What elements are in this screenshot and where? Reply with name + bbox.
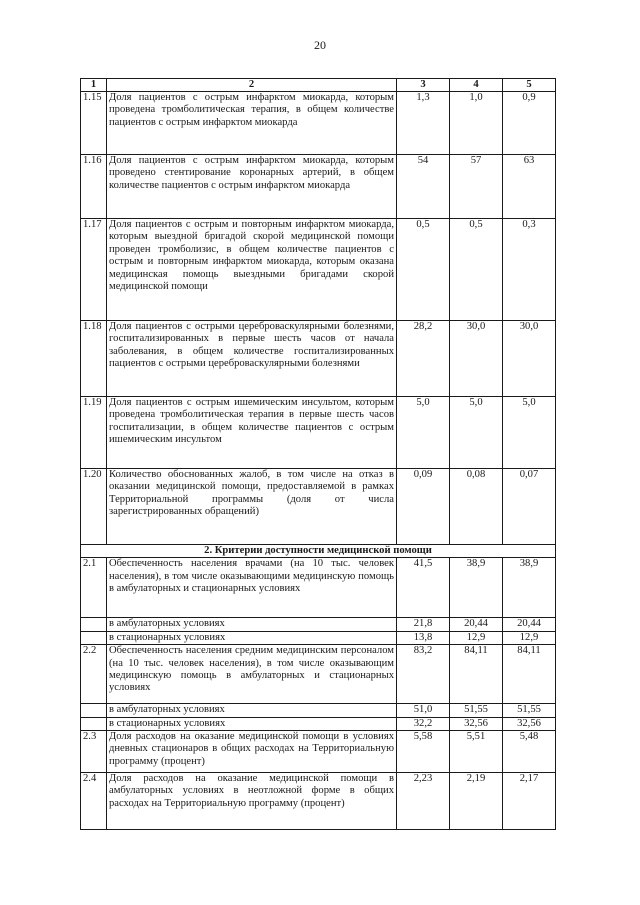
page-number: 20: [314, 38, 326, 52]
row-description: Доля пациентов с острым инфарктом миокарда, которым проведено стентирование коронарных артерий, в общем количестве пациентов с острым инфарктом миокарда: [107, 155, 397, 219]
value-col3: 51,0: [397, 704, 450, 717]
value-col3: 5,58: [397, 731, 450, 773]
table-subrow: [81, 631, 556, 644]
row-number: 2.1: [81, 558, 107, 618]
value-col5: 0,07: [503, 469, 556, 545]
subrow-label: в амбулаторных условиях: [107, 618, 397, 631]
row-number-empty: [81, 631, 107, 644]
row-description: Доля пациентов с острым инфарктом миокарда, которым проведена тромболитическая терапия, в общем количестве пациентов с острым инфарктом миокарда: [107, 92, 397, 155]
value-col5: 30,0: [503, 321, 556, 397]
row-description: Количество обоснованных жалоб, в том числе на отказ в оказании медицинской помощи, предоставляемой в рамках Территориальной программы (доля от числа зарегистрированных обращений): [107, 469, 397, 545]
value-col5: 5,48: [503, 731, 556, 773]
value-col3: 54: [397, 155, 450, 219]
value-col4: 1,0: [450, 92, 503, 155]
value-col4: 12,9: [450, 631, 503, 644]
table-row: [81, 219, 556, 321]
value-col3: 83,2: [397, 645, 450, 704]
value-col5: 51,55: [503, 704, 556, 717]
value-col4: 5,0: [450, 397, 503, 469]
indicators-table: [80, 78, 556, 830]
value-col3: 2,23: [397, 773, 450, 830]
row-number: 1.20: [81, 469, 107, 545]
value-col4: 0,08: [450, 469, 503, 545]
row-number: 2.4: [81, 773, 107, 830]
value-col5: 84,11: [503, 645, 556, 704]
value-col5: 5,0: [503, 397, 556, 469]
value-col3: 1,3: [397, 92, 450, 155]
header-cell-1: 1: [81, 79, 107, 92]
value-col5: 0,9: [503, 92, 556, 155]
table-row: [81, 321, 556, 397]
row-description: Обеспеченность населения средним медицинским персоналом (на 10 тыс. человек населения), в том числе оказывающим медицинскую помощь в амбулаторных и стационарных условиях: [107, 645, 397, 704]
value-col3: 28,2: [397, 321, 450, 397]
row-description: Доля расходов на оказание медицинской помощи в амбулаторных условиях в неотложной форме в общих расходах на Территориальную программу (процент): [107, 773, 397, 830]
value-col5: 63: [503, 155, 556, 219]
value-col3: 41,5: [397, 558, 450, 618]
value-col4: 38,9: [450, 558, 503, 618]
row-number-empty: [81, 704, 107, 717]
row-description: Доля пациентов с острым и повторным инфарктом миокарда, которым выездной бригадой скорой медицинской помощи проведен тромболизис, в общем количестве пациентов с острым и повторным инфарктом миокарда, которым оказана медицинская помощь выездными бригадами скорой медицинской помощи: [107, 219, 397, 321]
value-col3: 0,5: [397, 219, 450, 321]
value-col3: 0,09: [397, 469, 450, 545]
row-number: 1.17: [81, 219, 107, 321]
header-cell-2: 2: [107, 79, 397, 92]
row-number-empty: [81, 618, 107, 631]
row-number: 1.16: [81, 155, 107, 219]
row-number: 1.15: [81, 92, 107, 155]
row-number: 1.19: [81, 397, 107, 469]
row-number: 2.2: [81, 645, 107, 704]
subrow-label: в стационарных условиях: [107, 631, 397, 644]
table-header-row: [81, 79, 556, 92]
value-col5: 32,56: [503, 717, 556, 730]
row-description: Доля расходов на оказание медицинской помощи в условиях дневных стационаров в общих расходах на Территориальную программу (процент): [107, 731, 397, 773]
table-subrow: [81, 618, 556, 631]
table-subrow: [81, 717, 556, 730]
value-col4: 84,11: [450, 645, 503, 704]
table-row: [81, 645, 556, 704]
table-subrow: [81, 704, 556, 717]
value-col5: 0,3: [503, 219, 556, 321]
value-col5: 2,17: [503, 773, 556, 830]
value-col5: 38,9: [503, 558, 556, 618]
row-number: 2.3: [81, 731, 107, 773]
table-row: [81, 558, 556, 618]
value-col5: 12,9: [503, 631, 556, 644]
table-row: [81, 397, 556, 469]
row-description: Доля пациентов с острыми цереброваскулярными болезнями, госпитализированных в первые шесть часов от начала заболевания, в общем количестве госпитализированных пациентов с острыми цереброваскулярными болезнями: [107, 321, 397, 397]
row-description: Обеспеченность населения врачами (на 10 тыс. человек населения), в том числе оказывающими медицинскую помощь в амбулаторных и стационарных условиях: [107, 558, 397, 618]
value-col4: 30,0: [450, 321, 503, 397]
value-col4: 2,19: [450, 773, 503, 830]
table-row: [81, 469, 556, 545]
value-col3: 13,8: [397, 631, 450, 644]
value-col5: 20,44: [503, 618, 556, 631]
value-col3: 21,8: [397, 618, 450, 631]
section-title: 2. Критерии доступности медицинской помощи: [81, 545, 556, 558]
value-col3: 5,0: [397, 397, 450, 469]
value-col4: 0,5: [450, 219, 503, 321]
row-number: 1.18: [81, 321, 107, 397]
value-col4: 51,55: [450, 704, 503, 717]
value-col4: 57: [450, 155, 503, 219]
header-cell-4: 4: [450, 79, 503, 92]
row-number-empty: [81, 717, 107, 730]
value-col3: 32,2: [397, 717, 450, 730]
table-row: [81, 92, 556, 155]
subrow-label: в амбулаторных условиях: [107, 704, 397, 717]
subrow-label: в стационарных условиях: [107, 717, 397, 730]
section-heading-row: [81, 545, 556, 558]
table-row: [81, 731, 556, 773]
row-description: Доля пациентов с острым ишемическим инсультом, которым проведена тромболитическая терапия в первые шесть часов госпитализации, в общем количестве пациентов с острым ишемическим инсультом: [107, 397, 397, 469]
table-row: [81, 773, 556, 830]
table-row: [81, 155, 556, 219]
value-col4: 20,44: [450, 618, 503, 631]
header-cell-5: 5: [503, 79, 556, 92]
header-cell-3: 3: [397, 79, 450, 92]
value-col4: 5,51: [450, 731, 503, 773]
value-col4: 32,56: [450, 717, 503, 730]
